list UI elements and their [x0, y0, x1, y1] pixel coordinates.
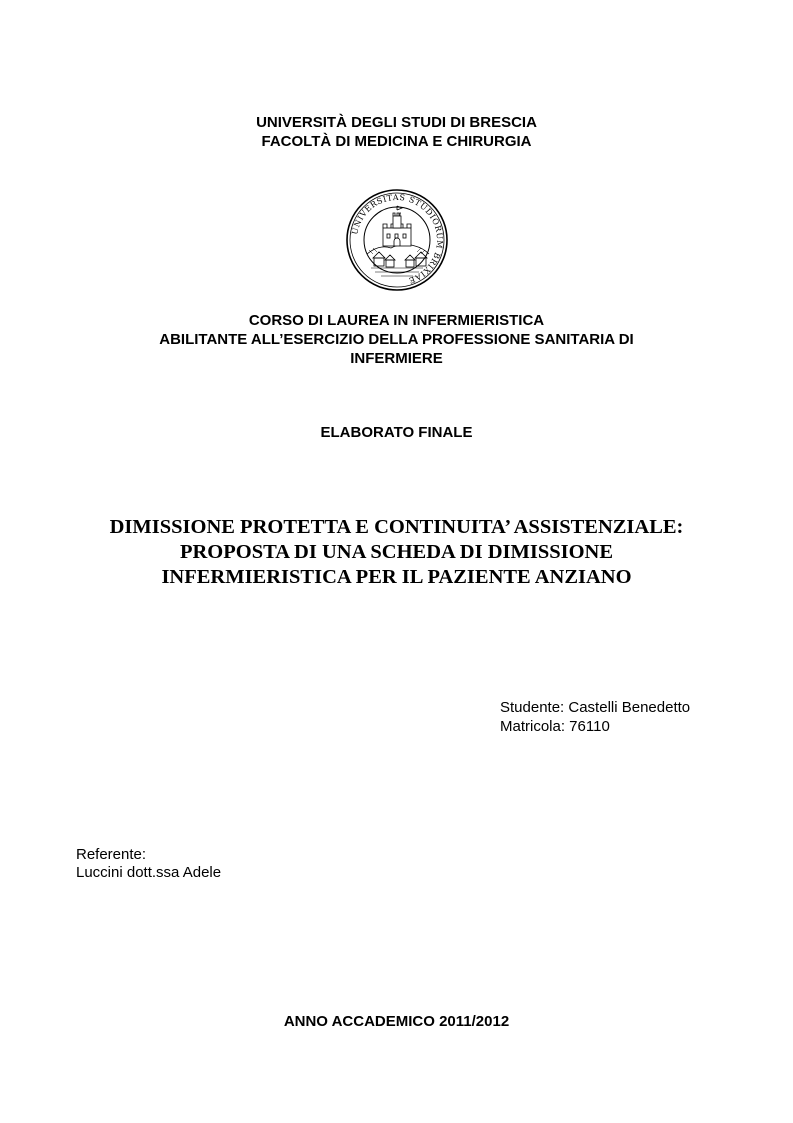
seal-text: UNIVERSITAS STUDIORUM BRIXIAE	[350, 192, 445, 286]
course-profession: INFERMIERE	[350, 350, 443, 367]
referent-name: Luccini dott.ssa Adele	[76, 864, 222, 881]
student-name: Studente: Castelli Benedetto	[500, 699, 691, 716]
university-name: UNIVERSITÀ DEGLI STUDI DI BRESCIA	[256, 114, 537, 131]
course-qualification: ABILITANTE ALL’ESERCIZIO DELLA PROFESSIONE SANITARIA DI	[159, 331, 634, 348]
course-name: CORSO DI LAUREA IN INFERMIERISTICA	[248, 312, 545, 329]
thesis-title-line-3: INFERMIERISTICA PER IL PAZIENTE ANZIANO	[161, 566, 632, 588]
faculty-name: FACOLTÀ DI MEDICINA E CHIRURGIA	[261, 133, 532, 150]
academic-year: ANNO ACCADEMICO 2011/2012	[283, 1013, 510, 1030]
referent-label: Referente:	[76, 846, 147, 863]
document-type: ELABORATO FINALE	[320, 424, 473, 441]
thesis-title-line-1: DIMISSIONE PROTETTA E CONTINUITA’ ASSISTENZIALE:	[109, 516, 684, 538]
university-seal-icon	[345, 188, 449, 292]
student-id: Matricola: 76110	[500, 718, 610, 735]
thesis-title-line-2: PROPOSTA DI UNA SCHEDA DI DIMISSIONE	[179, 541, 614, 563]
